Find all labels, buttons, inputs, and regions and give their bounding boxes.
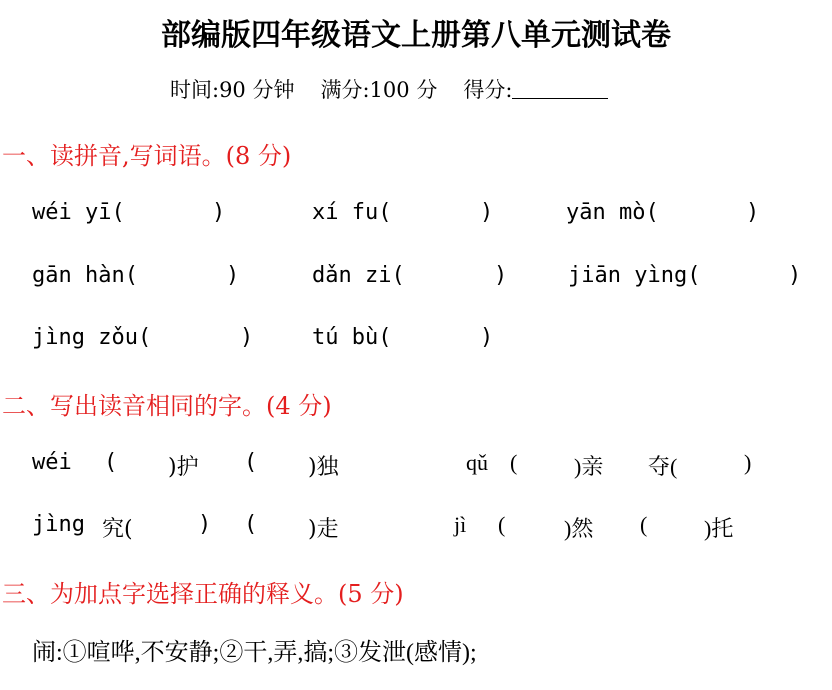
full-score: 满分:100 分 [320,78,438,102]
page-title: 部编版四年级语文上册第八单元测试卷 [161,18,671,53]
exam-meta [170,74,608,104]
pinyin-item: wéi yī( ) [32,200,226,225]
pinyin-item: yān mò( ) [566,200,760,225]
earned-score-label: 得分: [463,78,513,102]
pinyin-item: jìng zǒu( ) [32,325,254,350]
section-2-heading: 二、写出读音相同的字。(4 分) [2,392,332,420]
earned-score-blank[interactable] [512,78,608,99]
pinyin-item: tú bù( ) [312,325,494,350]
pinyin-item: xí fu( ) [312,200,494,225]
pinyin-item: jiān yìng( ) [568,263,802,288]
pinyin-item: dǎn zi( ) [312,263,508,288]
section-3-heading: 三、为加点字选择正确的释义。(5 分) [2,580,404,608]
pinyin-item: gān hàn( ) [32,263,240,288]
section-1-heading: 一、读拼音,写词语。(8 分) [2,142,292,170]
definition-line: 闹:①喧哗,不安静;②干,弄,搞;③发泄(感情); [32,640,477,666]
time-limit: 时间:90 分钟 [170,78,295,102]
